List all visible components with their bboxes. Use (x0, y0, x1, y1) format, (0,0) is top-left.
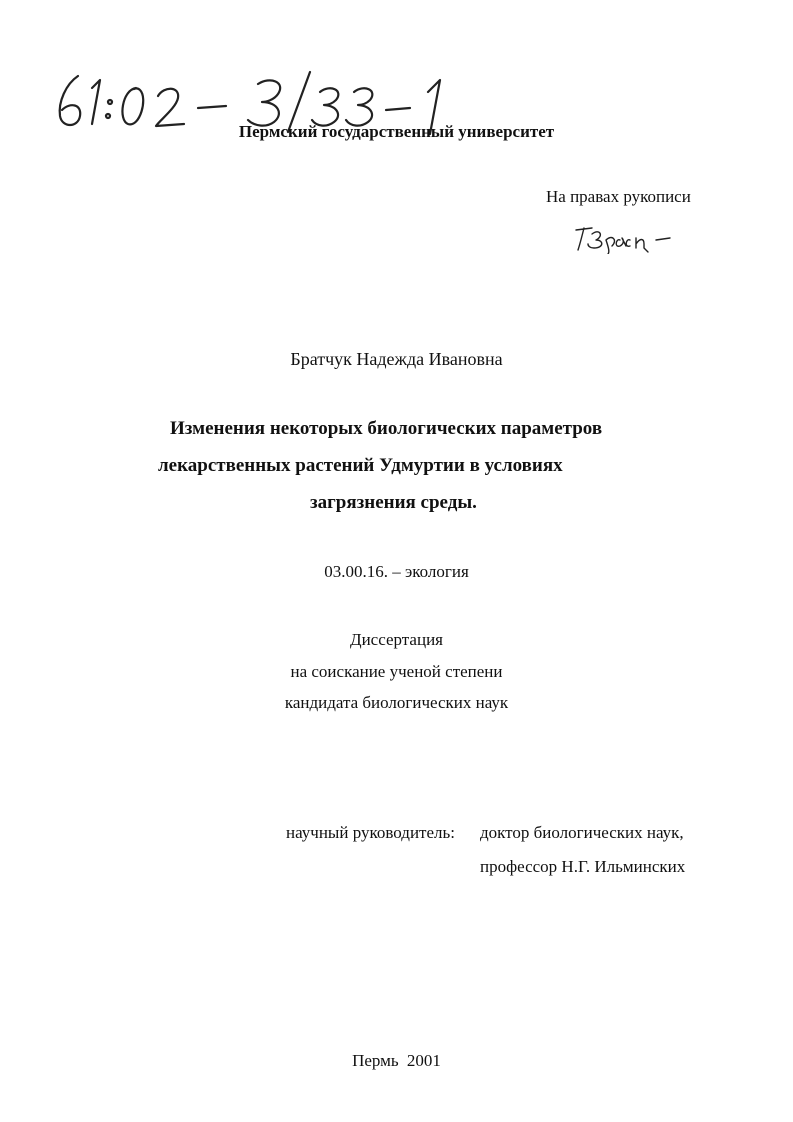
degree-name: кандидата биологических наук (284, 693, 509, 712)
dissertation-title-line-3: загрязнения среды. (310, 492, 477, 513)
advisor-degree: доктор биологических наук, (480, 823, 684, 842)
author-name: Братчук Надежда Ивановна (290, 349, 503, 369)
dissertation-title-line-1: Изменения некоторых биологических параметров (170, 418, 603, 439)
manuscript-rights-note: На правах рукописи (546, 187, 691, 206)
advisor-name: профессор Н.Г. Ильминских (480, 857, 686, 876)
dissertation-title-line-2: лекарственных растений Удмуртии в условиях (158, 455, 563, 476)
advisor-label: научный руководитель: (286, 823, 455, 842)
specialty-code: 03.00.16. – экология (324, 562, 469, 581)
city-and-year: Пермь 2001 (352, 1051, 441, 1070)
signature (574, 220, 674, 254)
degree-purpose: на соискание ученой степени (290, 662, 503, 681)
document-type: Диссертация (349, 630, 443, 649)
university-name: Пермский государственный университет (238, 122, 555, 141)
